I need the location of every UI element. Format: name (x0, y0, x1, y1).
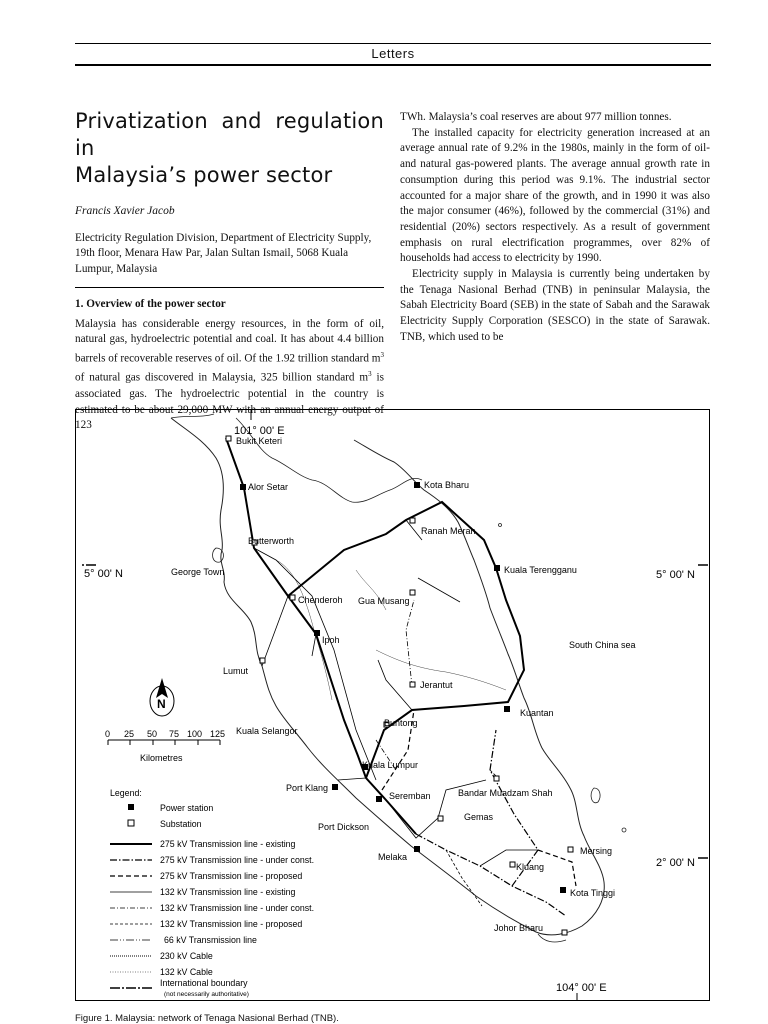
place-port-dickson: Port Dickson (318, 822, 370, 832)
substation-gua-musang (410, 590, 415, 595)
section-heading: 1. Overview of the power sector (75, 297, 226, 310)
power-station-alor-setar (240, 484, 246, 490)
legend-l7: 66 kV Transmission line (164, 935, 257, 945)
legend-substation-icon (128, 820, 134, 826)
article-title (75, 108, 384, 189)
author-affiliation: Electricity Regulation Division, Department of Electricity Supply, 19th floor, Menara Haw Par, Jalan Sultan Ismail, 5068 Kuala Lumpur, Malaysia (75, 231, 372, 276)
legend-l10: International boundary (160, 978, 248, 988)
place-bukit-keteri: Bukit Keteri (236, 436, 283, 446)
label-lon-top: 101° 00' E (234, 425, 285, 437)
place-kuala-selangor: Kuala Selangor (236, 726, 298, 736)
svg-text:100: 100 (187, 729, 203, 739)
svg-text:N: N (157, 697, 166, 711)
legend-l1: 275 kV Transmission line - existing (160, 839, 296, 849)
legend-l8: 230 kV Cable (160, 951, 213, 961)
substation-lumut (260, 658, 265, 663)
svg-text:125: 125 (210, 729, 226, 739)
place-george-town: George Town (171, 567, 225, 577)
substation-gemas (438, 816, 443, 821)
island-east-2 (622, 828, 626, 832)
power-station-kuantan (504, 706, 510, 712)
north-arrow-icon (150, 678, 174, 716)
title-line-2: Malaysia’s power sector (75, 163, 333, 187)
place-gua-musang: Gua Musang (358, 596, 410, 606)
legend-l5: 132 kV Transmission line - under const. (160, 903, 315, 913)
place-ipoh: Ipoh (322, 635, 340, 645)
substation-mersing (568, 847, 573, 852)
scale-bar (105, 729, 225, 763)
substation-bandar-muadzam-shah (494, 776, 499, 781)
legend-title: Legend: (110, 788, 142, 798)
left-column (75, 108, 384, 434)
place-alor-setar: Alor Setar (248, 482, 289, 492)
line-275-under-const (416, 730, 566, 916)
legend-l9: 132 kV Cable (160, 967, 213, 977)
place-gemas: Gemas (464, 812, 494, 822)
label-lat-left: 5° 00' N (84, 568, 123, 580)
legend-substation: Substation (160, 819, 202, 829)
line-boundary (80, 565, 708, 858)
place-lumut: Lumut (223, 666, 249, 676)
place-seremban: Seremban (389, 791, 431, 801)
title-line-1: Privatization and regulation in (75, 109, 384, 160)
scale-unit: Kilometres (140, 753, 183, 763)
place-kuala-lumpur: Kuala Lumpur (362, 760, 419, 770)
svg-text:75: 75 (169, 729, 180, 739)
power-station-ipoh (314, 630, 320, 636)
legend-power-station: Power station (160, 803, 214, 813)
author-name: Francis Xavier Jacob (75, 205, 175, 217)
place-kuala-terengganu: Kuala Terengganu (504, 565, 577, 575)
legend-l2: 275 kV Transmission line - under const. (160, 855, 315, 865)
paragraph-coal: TWh. Malaysia’s coal reserves are about 977 million tonnes. (400, 111, 672, 123)
substation-kluang (510, 862, 515, 867)
place-butterworth: Butterworth (248, 536, 295, 546)
substation-johor-bharu (562, 930, 567, 935)
legend-l10-note: (not necessarily authoritative) (164, 991, 249, 998)
place-melaka: Melaka (378, 852, 408, 862)
figure-caption: Figure 1. Malaysia: network of Tenaga Nasional Berhad (TNB). (75, 1013, 339, 1024)
place-johor-bharu: Johor Bharu (494, 923, 544, 933)
place-kluang: Kluang (516, 862, 545, 872)
place-kota-tinggi: Kota Tinggi (570, 888, 616, 898)
legend (110, 788, 314, 998)
power-station-kuala-terengganu (494, 565, 500, 571)
legend-l6: 132 kV Transmission line - proposed (160, 919, 303, 929)
substation-chenderoh (290, 595, 295, 600)
power-station-seremban (376, 796, 382, 802)
paragraph-overview: Malaysia has considerable energy resources, in the form of oil, natural gas, hydroelectric potential and coal. It has about 4.4 billion barrels of recoverable reserves of oil. Of the 1.92 trillion standard $m^3$ of natural gas discovered in Malaysia, 325 billion standard $m^3$ is associated gas. The hydroelectric potential in the country is estimated to be about 29,000 MW with an annual energy output of 123 (75, 317, 385, 432)
running-header: Letters (371, 46, 415, 61)
label-lat-right-bottom: 2° 00' N (656, 857, 695, 869)
section-divider (75, 287, 384, 288)
paragraph-supply: Electricity supply in Malaysia is currently being undertaken by the Tenaga Nasional Berhad (TNB) in peninsular Malaysia, the Sabah Electricity Board (SEB) in the state of Sabah and the Sarawak Electricity Supply Corporation (SESCO) in the state of Sarawak. TNB, which used to be (400, 268, 710, 343)
island-east-3 (499, 524, 502, 527)
legend-power-station-icon (128, 804, 134, 810)
border-thailand (171, 414, 422, 502)
place-kota-bharu: Kota Bharu (424, 480, 470, 490)
line-275-existing (226, 438, 524, 834)
place-mersing: Mersing (580, 846, 613, 856)
legend-l4: 132 kV Transmission line - existing (160, 887, 296, 897)
svg-text:0: 0 (105, 729, 111, 739)
power-station-melaka (414, 846, 420, 852)
substation-jerantut (410, 682, 415, 687)
line-132-under-const (376, 600, 414, 770)
line-132-existing (254, 520, 538, 866)
legend-l3: 275 kV Transmission line - proposed (160, 871, 303, 881)
right-column (400, 110, 710, 346)
svg-text:50: 50 (147, 729, 158, 739)
power-station-kota-tinggi (560, 887, 566, 893)
label-lat-right-top: 5° 00' N (656, 569, 695, 581)
figure-map (75, 409, 710, 1001)
svg-text:25: 25 (124, 729, 135, 739)
header-bottom-rule (75, 64, 711, 66)
place-ranah-merah: Ranah Merah (421, 526, 476, 536)
power-station-kota-bharu (414, 482, 420, 488)
substation-ranah-merah (410, 518, 415, 523)
island-penang (213, 548, 224, 562)
substation-bukit-keteri (226, 436, 231, 441)
place-kuantan: Kuantan (520, 708, 554, 718)
label-lon-bottom: 104° 00' E (556, 982, 607, 994)
place-port-klang: Port Klang (286, 783, 329, 793)
label-south-china-sea: South China sea (569, 640, 636, 650)
place-chenderoh: Chenderoh (298, 595, 343, 605)
place-jerantut: Jerantut (420, 680, 453, 690)
place-bandar-muadzam-shah: Bandar Muadzam Shah (458, 788, 553, 798)
header-top-rule (75, 43, 711, 44)
island-east-1 (591, 788, 600, 803)
paragraph-capacity: The installed capacity for electricity generation increased at an average annual rate of 9.2% in the 1980s, mainly in the form of oil- and natural gas-powered plants. The average annual growth rate in consumption during this period was 9.1%. The industrial sector accounted for a major share of the growth, and in 1990 it was also the major consumer (46%), followed by the commercial (31%) and residential (20%) sectors respectively. As a result of government emphasis on rural electrification programmes, over 82% of households had access to electricity by 1990. (400, 126, 710, 265)
power-station-port-klang (332, 784, 338, 790)
map-svg (76, 410, 710, 1001)
place-buntong: Buntong (384, 718, 418, 728)
river-1 (276, 560, 332, 700)
